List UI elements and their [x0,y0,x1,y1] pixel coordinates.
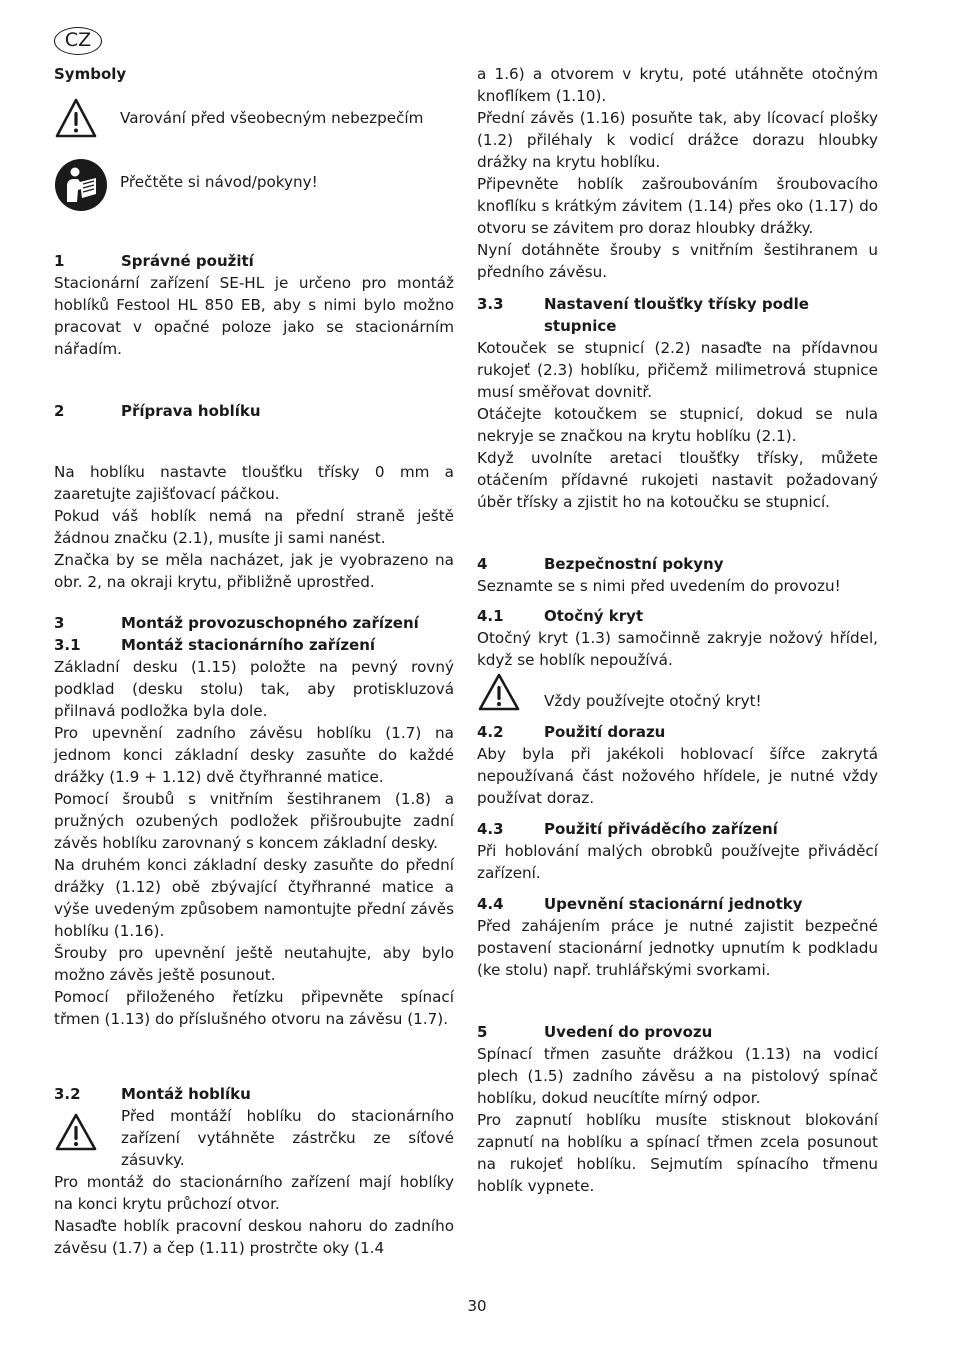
section-number: 3 [54,614,65,632]
paragraph: Kotouček se stupnicí (2.2) nasaďte na přídavnou rukojeť (2.3) hoblíku, přičemž milimetrová stupnice musí směřovat dovnitř. [477,339,878,401]
paragraph: Pomocí přiloženého řetízku připevněte spínací třmen (1.13) do příslušného otvoru na závěsu (1.7). [54,988,454,1028]
section-2-heading [54,400,454,422]
section-3-1-heading [54,634,454,656]
warning-symbol-text: Varování před všeobecným nebezpečím [120,109,424,127]
paragraph: Když uvolníte aretaci tloušťky třísky, můžete otáčením přídavné rukojeti nastavit požadovaný úběr třísky a zjistit ho na kotoučku se stupnicí. [477,449,878,511]
manual-symbol-text: Přečtěte si návod/pokyny! [120,173,318,191]
section-2-body [54,461,454,593]
section-1-heading [54,250,454,272]
section-title: Nastavení tloušťky třísky podle stupnice [544,295,809,335]
paragraph: Otáčejte kotoučkem se stupnicí, dokud se nula nekryje se značkou na krytu hoblíku (2.1). [477,405,878,445]
section-3-2-heading [54,1083,454,1105]
language-badge: CZ [54,27,102,55]
paragraph: Pomocí šroubů s vnitřním šestihranem (1.8) a pružných ozubených podložek přišroubujte zadní závěs hoblíku zarovnaný s koncem základní desky. [54,790,454,852]
section-3-1-body [54,656,454,1030]
section-title: Použití dorazu [544,723,666,741]
section-number: 4.2 [477,723,504,741]
section-3-3-heading [477,293,878,337]
section-4-1-body [477,627,878,671]
section-number: 3.2 [54,1085,81,1103]
section-4-4-body [477,915,878,981]
section-3-2-continued [477,63,878,283]
section-title: Použití přiváděcího zařízení [544,820,778,838]
section-4-2-heading [477,721,878,743]
section-5-body [477,1043,878,1197]
section-title: Příprava hoblíku [121,402,261,420]
page-number: 30 [467,1297,487,1315]
section-title: Montáž provozuschopného zařízení [121,614,419,632]
symbols-heading: Symboly [54,65,127,83]
paragraph: Základní desku (1.15) položte na pevný rovný podklad (desku stolu) tak, aby protiskluzová přilnavá podložka byla dole. [54,658,454,720]
section-4-4-heading [477,893,878,915]
section-title: Montáž hoblíku [121,1085,251,1103]
section-3-3-body [477,337,878,513]
paragraph: Aby byla při jakékoli hoblovací šířce zakrytá nepoužívaná část nožového hřídele, je nutné vždy používat doraz. [477,745,878,807]
warning-icon [477,672,521,712]
paragraph: Nasaďte hoblík pracovní deskou nahoru do zadního závěsu (1.7) a čep (1.11) prostrčte oky (1.4 [54,1217,454,1257]
section-number: 4.1 [477,607,504,625]
section-4-2-body [477,743,878,809]
paragraph: Šrouby pro upevnění ještě neutahujte, aby bylo možno závěs ještě posunout. [54,944,454,984]
paragraph: Stacionární zařízení SE-HL je určeno pro montáž hoblíků Festool HL 850 EB, aby s nimi bylo možno pracovat v opačné poloze jako se stacionárním nářadím. [54,274,454,358]
section-1-body [54,272,454,360]
section-title: Bezpečnostní pokyny [544,555,724,573]
section-number: 4 [477,555,488,573]
section-4-3-body [477,840,878,884]
section-4-body [477,575,878,597]
warning-icon [54,97,98,139]
paragraph: Pro zapnutí hoblíku musíte stisknout blokování zapnutí na hoblíku a spínací třmen zcela posunout na rukojeť hoblíku. Sejmutím spínacího třmenu hoblík vypnete. [477,1111,878,1195]
section-4-1-heading [477,605,878,627]
paragraph: Pokud váš hoblík nemá na přední straně ještě žádnou značku (2.1), musíte ji sami nanést. [54,507,454,547]
section-number: 1 [54,252,65,270]
section-title: Upevnění stacionární jednotky [544,895,803,913]
section-3-2-body [54,1171,454,1259]
paragraph: Spínací třmen zasuňte drážkou (1.13) na vodicí plech (1.5) zadního závěsu a na pistolový spínač hoblíku, dokud neucítíte mírný odpor. [477,1045,878,1107]
paragraph: Připevněte hoblík zašroubováním šroubovacího knoflíku s krátkým závitem (1.14) přes oko (1.17) do otvoru se závitem pro doraz hloubky drážky. [477,175,878,237]
section-number: 3.3 [477,295,504,313]
section-4-heading [477,553,878,575]
paragraph: Před zahájením práce je nutné zajistit bezpečné postavení stacionární jednotky upnutím k podkladu (ke stolu) např. truhlářskými svorkami. [477,917,878,979]
section-5-heading [477,1021,878,1043]
section-number: 2 [54,402,65,420]
section-number: 4.3 [477,820,504,838]
paragraph: Pro upevnění zadního závěsu hoblíku (1.7) na jednom konci základní desky zasuňte do každé drážky (1.9 + 1.12) dvě čtyřhranné matice. [54,724,454,786]
paragraph: Seznamte se s nimi před uvedením do provozu! [477,577,841,595]
section-title: Otočný kryt [544,607,644,625]
read-manual-icon [54,158,108,212]
paragraph: Na hoblíku nastavte tloušťku třísky 0 mm a zaaretujte zajišťovací páčkou. [54,463,454,503]
section-3-heading [54,612,454,634]
paragraph: Otočný kryt (1.3) samočinně zakryje nožový hřídel, když se hoblík nepoužívá. [477,629,878,669]
section-number: 5 [477,1023,488,1041]
section-4-1-warning: Vždy používejte otočný kryt! [544,692,762,710]
paragraph: a 1.6) a otvorem v krytu, poté utáhněte otočným knoflíkem (1.10). [477,65,878,105]
paragraph: Přední závěs (1.16) posuňte tak, aby lícovací plošky (1.2) přiléhaly k vodicí drážce dorazu hloubky drážky na krytu hoblíku. [477,109,878,171]
warning-icon [54,1112,98,1152]
paragraph: Na druhém konci základní desky zasuňte do přední drážky (1.12) obě zbývající čtyřhranné matice a výše uvedeným způsobem namontujte přední závěs hoblíku (1.16). [54,856,454,940]
paragraph: Nyní dotáhněte šrouby s vnitřním šestihranem u předního závěsu. [477,241,878,281]
paragraph: Značka by se měla nacházet, jak je vyobrazeno na obr. 2, na okraji krytu, přibližně uprostřed. [54,551,454,591]
paragraph: Pro montáž do stacionárního zařízení mají hoblíky na konci krytu průchozí otvor. [54,1173,454,1213]
paragraph: Při hoblování malých obrobků používejte přiváděcí zařízení. [477,842,878,882]
section-title: Montáž stacionárního zařízení [121,636,376,654]
section-title: Správné použití [121,252,254,270]
section-title: Uvedení do provozu [544,1023,713,1041]
warning-text: Před montáží hoblíku do stacionárního zařízení vytáhněte zástrčku ze síťové zásuvky. [121,1107,454,1169]
section-4-3-heading [477,818,878,840]
section-3-2-warning [121,1105,454,1171]
section-number: 3.1 [54,636,81,654]
section-number: 4.4 [477,895,504,913]
